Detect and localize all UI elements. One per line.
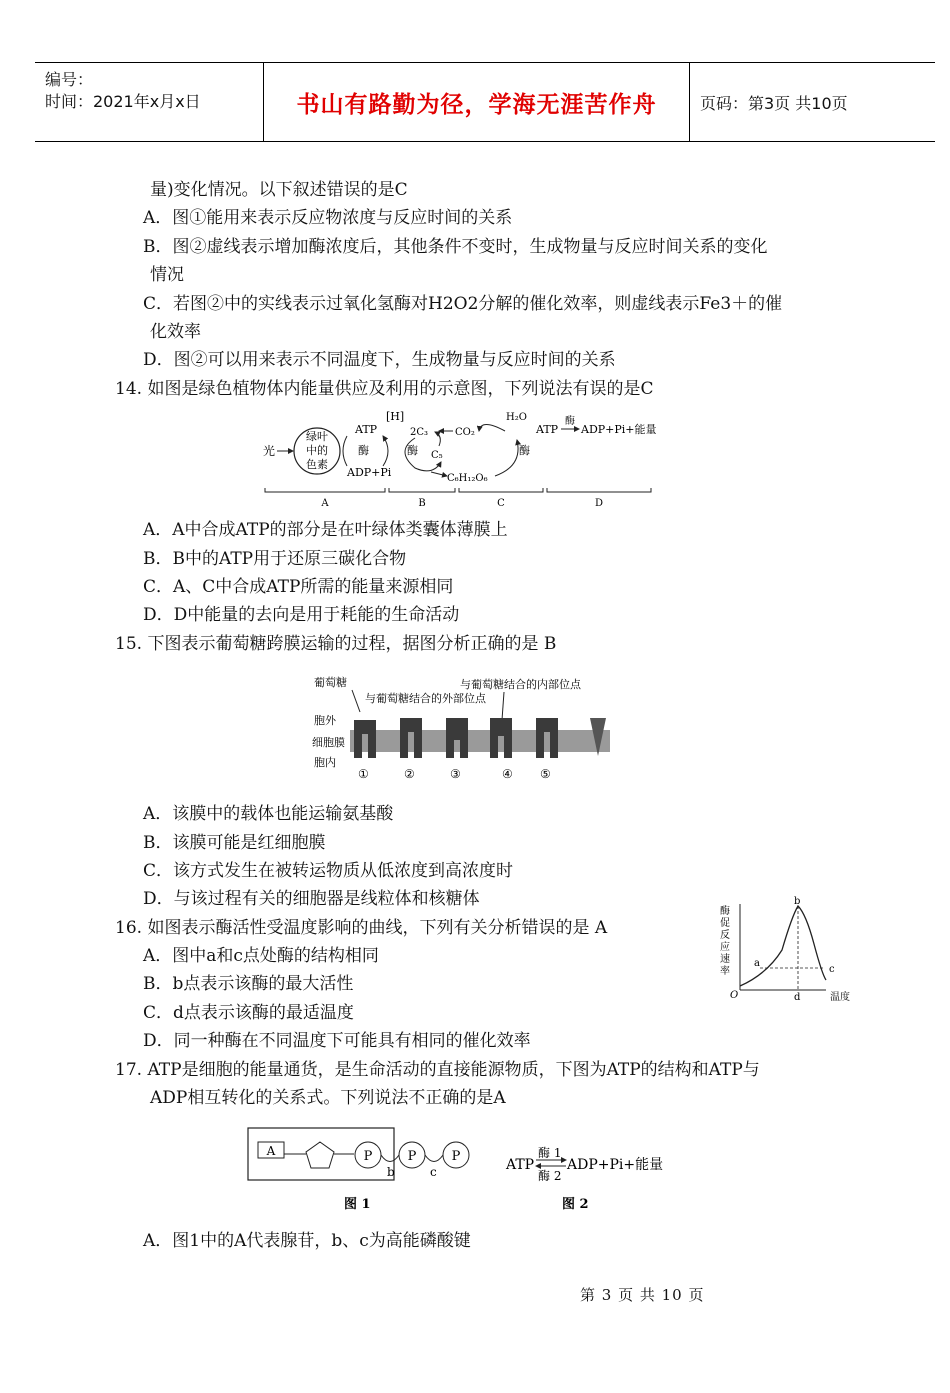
- equation-atp: ATP: [506, 1157, 535, 1173]
- phosphate-2-label: P: [407, 1149, 417, 1164]
- point-d-label: d: [794, 992, 801, 1003]
- co2-label: CO₂: [455, 427, 475, 438]
- q13-stem-continued: 量)变化情况。以下叙述错误的是C: [150, 180, 408, 200]
- inner-site-label: 与葡萄糖结合的内部位点: [460, 678, 581, 691]
- q13-option-b: B．图②虚线表示增加酶浓度后，其他条件不变时，生成物量与反应时间关系的变化: [143, 237, 768, 257]
- glucose-label: C₆H₁₂O₆: [447, 473, 488, 484]
- q14-option-b: B．B中的ATP用于还原三碳化合物: [143, 549, 407, 569]
- q13-option-b-cont: 情况: [150, 265, 184, 285]
- q14-option-a: A．A中合成ATP的部分是在叶绿体类囊体薄膜上: [143, 520, 508, 540]
- equation-enzyme-2: 酶 2: [538, 1169, 562, 1183]
- enzyme-temperature-graph: [712, 894, 862, 1006]
- svg-text:酶: 酶: [720, 906, 730, 917]
- q13-option-c-cont: 化效率: [150, 322, 201, 342]
- step-5: ⑤: [540, 767, 551, 781]
- header-meta-cell: [35, 63, 264, 141]
- q17-stem-1: 17. ATP是细胞的能量通货，是生命活动的直接能源物质，下图为ATP的结构和ATP与: [115, 1060, 760, 1080]
- q13-option-c: C．若图②中的实线表示过氧化氢酶对H2O2分解的催化效率，则虚线表示Fe3＋的催: [143, 294, 783, 314]
- pigment-label-3: 色素: [306, 458, 328, 471]
- pigment-label-1: 绿叶: [306, 430, 328, 443]
- outside-label: 胞外: [314, 714, 336, 727]
- svg-text:促: 促: [720, 918, 730, 929]
- glucose-label: 葡萄糖: [314, 676, 347, 689]
- q16-stem: 16. 如图表示酶活性受温度影响的曲线，下列有关分析错误的是 A: [115, 918, 608, 938]
- equation-enzyme-1: 酶 1: [538, 1146, 562, 1160]
- point-a-label: a: [754, 958, 760, 969]
- region-b-label: B: [418, 498, 426, 509]
- adp-pi-label: ADP+Pi: [347, 466, 392, 479]
- q14-option-d: D．D中能量的去向是用于耗能的生命活动: [143, 605, 460, 625]
- pigment-label-2: 中的: [306, 444, 328, 457]
- q15-option-d: D．与该过程有关的细胞器是线粒体和核糖体: [143, 889, 480, 909]
- q17-stem-2: ADP相互转化的关系式。下列说法不正确的是A: [150, 1088, 506, 1108]
- q13-option-a: A．图①能用来表示反应物浓度与反应时间的关系: [143, 208, 513, 228]
- membrane-band: [350, 730, 610, 752]
- step-1: ①: [358, 767, 369, 781]
- phosphate-1-label: P: [363, 1149, 373, 1164]
- h-label: [H]: [386, 410, 405, 423]
- svg-text:应: 应: [720, 942, 730, 953]
- adenine-label: A: [266, 1144, 276, 1158]
- region-a-label: A: [321, 498, 329, 509]
- atp-label-c: ATP: [536, 423, 559, 436]
- q15-option-a: A．该膜中的载体也能运输氨基酸: [143, 804, 394, 824]
- header-page-cell: [690, 63, 935, 141]
- x-axis-label: 温度: [830, 992, 850, 1003]
- enzyme-label-d: 酶: [565, 416, 575, 427]
- phosphate-3-label: P: [451, 1149, 461, 1164]
- step-2: ②: [404, 767, 415, 781]
- q15-option-b: B．该膜可能是红细胞膜: [143, 833, 326, 853]
- c5-label: C₅: [431, 450, 443, 461]
- page-header: [35, 62, 935, 142]
- outer-site-label: 与葡萄糖结合的外部位点: [365, 692, 486, 705]
- ribose-pentagon: [306, 1142, 334, 1168]
- y-axis-label: [720, 904, 730, 977]
- header-motto-cell: [264, 63, 690, 141]
- svg-text:速: 速: [720, 954, 730, 965]
- q13-option-d: D．图②可以用来表示不同温度下，生成物量与反应时间的关系: [143, 350, 616, 370]
- enzyme-label-a: 酶: [358, 444, 369, 457]
- q15-option-c: C．该方式发生在被转运物质从低浓度到高浓度时: [143, 861, 514, 881]
- motto: 书山有路勤为径，学海无涯苦作舟: [296, 91, 657, 118]
- photosynthesis-energy-diagram: [255, 406, 665, 512]
- origin-label: O: [730, 990, 739, 1001]
- q15-stem: 15. 下图表示葡萄糖跨膜运输的过程，据图分析正确的是 B: [115, 634, 557, 654]
- q14-stem: 14. 如图是绿色植物体内能量供应及利用的示意图，下列说法有误的是C: [115, 379, 654, 399]
- svg-text:反: 反: [720, 930, 730, 941]
- q16-option-b: B．b点表示该酶的最大活性: [143, 974, 354, 994]
- page-label: 页码：第3页 共10页: [700, 93, 848, 113]
- bond-c-label: c: [430, 1165, 437, 1179]
- enzyme-curve: [740, 906, 826, 986]
- q17-option-a: A．图1中的A代表腺苷，b、c为高能磷酸键: [143, 1231, 471, 1251]
- bond-b-label: b: [387, 1165, 395, 1179]
- region-d-label: D: [594, 498, 604, 509]
- membrane-label: 细胞膜: [312, 736, 345, 749]
- step-4: ④: [502, 767, 513, 781]
- h2o-label: H₂O: [506, 412, 527, 423]
- region-c-label: C: [497, 498, 505, 509]
- number-label: 编号：: [45, 70, 94, 89]
- atp-equation: ADP+Pi+能量: [581, 423, 657, 436]
- enzyme-label-c: 酶: [519, 444, 530, 457]
- point-c-label: c: [829, 964, 835, 975]
- q16-option-c: C．d点表示该酶的最适温度: [143, 1003, 354, 1023]
- svg-text:率: 率: [720, 966, 730, 977]
- inside-label: 胞内: [314, 756, 336, 769]
- glucose-transport-diagram: [310, 670, 620, 786]
- figure-2-label: 图 2: [562, 1197, 589, 1212]
- c3-label: 2C₃: [410, 427, 429, 438]
- time-label: 时间：2021年x月x日: [45, 92, 201, 111]
- atp-structure-diagram: [244, 1124, 674, 1216]
- point-b-label: b: [794, 896, 801, 907]
- equation-products: ADP+Pi+能量: [567, 1157, 664, 1173]
- page-footer: 第 3 页 共 10 页: [580, 1286, 705, 1304]
- enzyme-label-b: 酶: [407, 444, 418, 457]
- figure-1-label: 图 1: [344, 1197, 371, 1212]
- q16-option-a: A．图中a和c点处酶的结构相同: [143, 946, 379, 966]
- q14-option-c: C．A、C中合成ATP所需的能量来源相同: [143, 577, 454, 597]
- step-3: ③: [450, 767, 461, 781]
- q16-option-d: D．同一种酶在不同温度下可能具有相同的催化效率: [143, 1031, 531, 1051]
- atp-label-a: ATP: [355, 423, 378, 436]
- light-label: 光: [263, 444, 276, 458]
